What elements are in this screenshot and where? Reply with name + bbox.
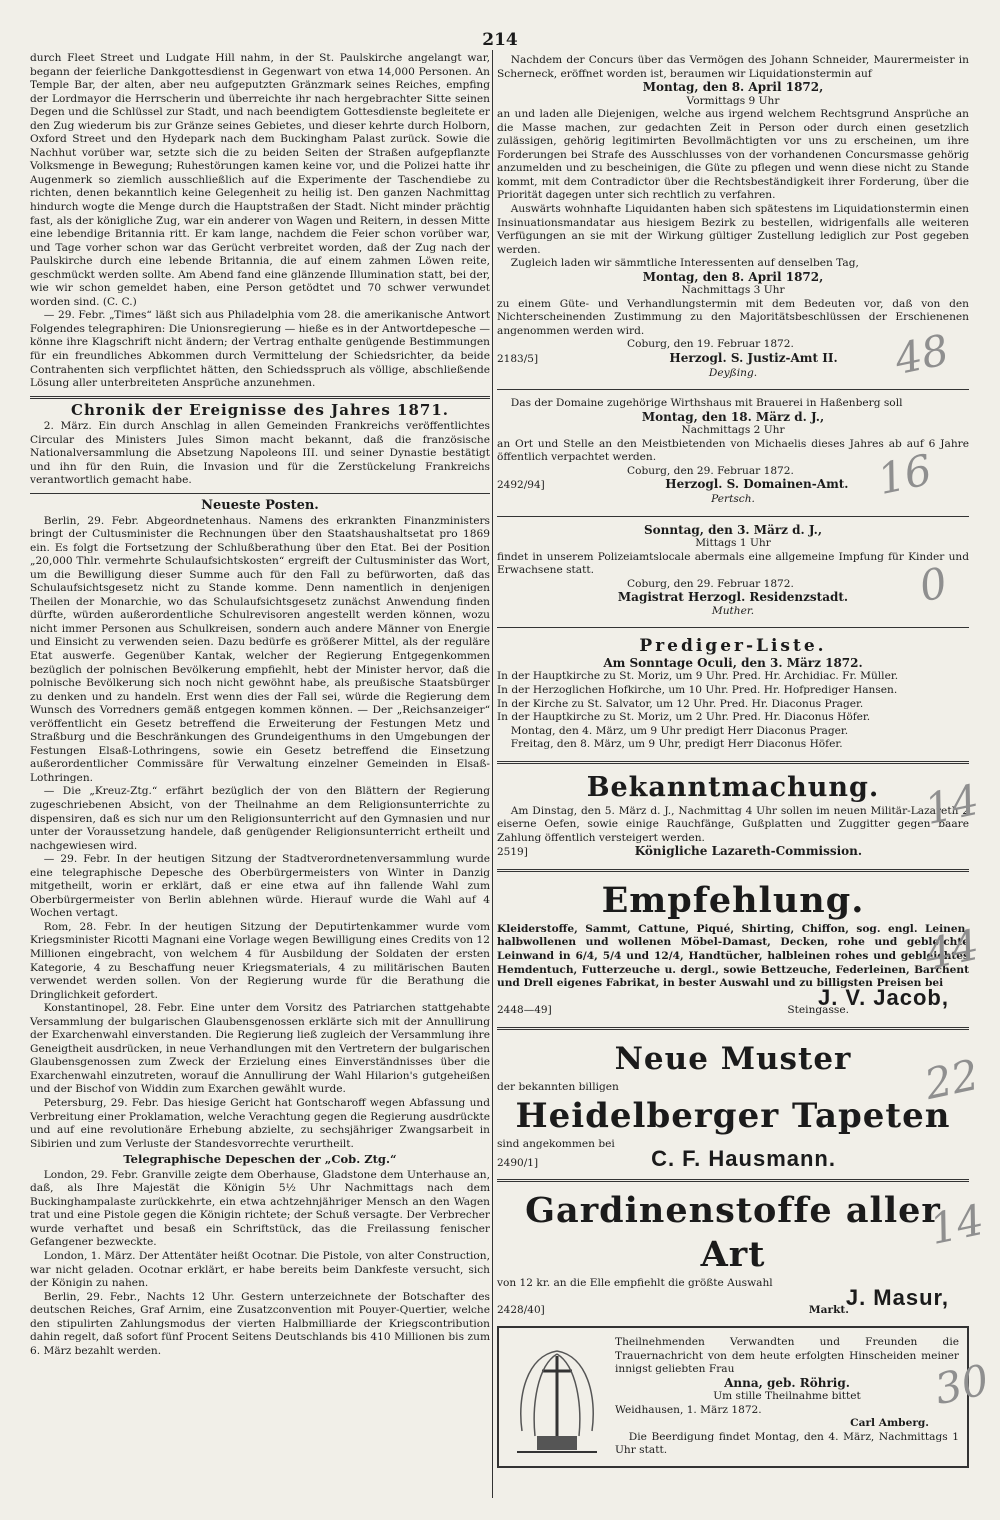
prediger-line: Freitag, den 8. März, um 9 Uhr, predigt Herr Diaconus Höfer. bbox=[510, 738, 843, 751]
page-number: 214 bbox=[482, 30, 518, 50]
notice-time: Vormittags 9 Uhr bbox=[686, 94, 780, 107]
ad-text: der bekannten billigen bbox=[497, 1080, 619, 1093]
notice-text: findet in unserem Polizeiamtslocale abermals eine allgemeine Impfung für Kinder und Erwachsene statt. bbox=[497, 550, 969, 577]
ad-rule bbox=[497, 389, 969, 390]
notice-time: Nachmittags 3 Uhr bbox=[681, 284, 785, 297]
notice-subsigner: Deyßing. bbox=[708, 366, 758, 379]
news-paragraph: Berlin, 29. Febr. Abgeordnetenhaus. Namens des erkrankten Finanzministers bringt der Cultusminister die Rechnungen über den Staatshaushaltsetat pro 1869 ein. Es folgt die Fortsetzung der Schlußberathung über den Etat. Bei der Position „20,000 Thlr. vermehrte Schulaufsichtskosten“ ergreift der Cultusminister das Wort, um die Bewilligung dieser Summe auch für den Fall zu befürworten, daß das Schulaufsichtsgesetz nicht zu Stande komme. Denn namentlich in denjenigen Theilen der Monarchie, wo das Schulaufsichtsgesetz zunächst Anwendung finden dürfte, würden außerordentliche Schulrevisoren angestellt werden können, wozu nicht immer Personen aus Schulkreisen, sondern auch andere Männer von Energie und Einsicht zu verwenden seien. Dazu bedürfe es größerer Mittel, als der reguläre Etat auswerfe. Gegenüber Kantak, welcher der Regierung Entgegenkommen bezüglich der polnischen Bevölkerung empfiehlt, hebt der Minister hervor, daß die polnische Bevölkerung sich noch nicht gewöhnt habe, als preußische Staatsbürger zu denken und zu handeln. Erst wenn dies der Fall sei, würde die Regierung dem Wunsch des Vorredners gemäß entgegen kommen können. — Der „Reichsanzeiger“ veröffentlicht ein Gesetz betreffend die Erweiterung der Festungen Metz und Straßburg und die Beschränkungen des Grundeigenthums in den Umgebungen der Festungen Elsaß-Lothringens, sowie ein Gesetz betreffend die Einsetzung außerordentlicher Commissäre für Verwaltung einzelner Gemeinden in Elsaß-Lothringen. bbox=[30, 514, 490, 784]
death-notice-intro: Theilnehmenden Verwandten und Freunden die Trauernachricht von dem heute erfolgten Hinscheiden meiner innigst geliebten Frau bbox=[615, 1336, 959, 1376]
funeral-note: Die Beerdigung findet Montag, den 4. März, Nachmittags 1 Uhr statt. bbox=[615, 1430, 959, 1457]
notice-place-date: Coburg, den 29. Februar 1872. bbox=[627, 464, 794, 477]
firm-name: J. V. Jacob, bbox=[817, 984, 949, 1010]
news-paragraph: — 29. Febr. In der heutigen Sitzung der Stadtverordnetenversammlung wurde eine telegraphische Depesche des Oberbürgermeisters von Winter in Danzig mitgetheilt, worin er erklärt, daß er eine etwa auf ihn fallende Wahl zum Oberbürgermeister von Berlin ablehnen würde. Hierauf wurde die Wahl auf 4 Wochen vertagt. bbox=[30, 853, 490, 920]
notice-date: Sonntag, den 3. März d. J., bbox=[643, 522, 823, 537]
prediger-liste bbox=[497, 633, 969, 755]
prediger-subheading: Am Sonntage Oculi, den 3. März 1872. bbox=[603, 655, 863, 670]
notice-text: Am Dinstag, den 5. März d. J., Nachmittag 4 Uhr sollen im neuen Militär-Lazareth 2 eiserne Oefen, sowie einige Rauchfänge, Gußplatten und Zuggitter gegen baare Zahlung öffentlich versteigert werden. bbox=[497, 804, 969, 844]
prediger-line: In der Hauptkirche zu St. Moriz, um 2 Uhr. Pred. Hr. Diaconus Höfer. bbox=[497, 711, 871, 724]
tapeten-subheading: Heidelberger Tapeten bbox=[515, 1096, 951, 1137]
ad-rule bbox=[497, 627, 969, 628]
prediger-line: In der Hauptkirche zu St. Moriz, um 9 Uhr. Pred. Hr. Archidiac. Fr. Müller. bbox=[497, 670, 899, 683]
notice-text: Zugleich laden wir sämmtliche Interessenten auf denselben Tag, bbox=[510, 257, 859, 270]
ad-ref: 2490/1] bbox=[497, 1156, 539, 1169]
news-paragraph: — Die „Kreuz-Ztg.“ erfährt bezüglich der von den Blättern der Regierung zugeschriebenen Absicht, von der Theilnahme an dem Religionsunterrichte zu dispensiren, daß es sich nur um den Religionsunterricht auf den Gymnasien und nur unter der Voraussetzung handele, daß genügender Religionsunterricht ertheilt und nachgewiesen wird. bbox=[30, 785, 490, 852]
firm-name: J. Masur, bbox=[845, 1284, 949, 1310]
pencil-mark: 14 bbox=[920, 774, 983, 835]
notice-signer: Königliche Lazareth-Commission. bbox=[634, 844, 863, 859]
ad-rule bbox=[497, 516, 969, 517]
notice-ref: 2183/5] bbox=[497, 353, 539, 366]
right-column bbox=[497, 52, 969, 1468]
ad-rule bbox=[497, 1027, 969, 1030]
tapeten-ad bbox=[497, 1035, 969, 1175]
ad-text: sind angekommen bei bbox=[497, 1138, 615, 1151]
notice-time: Mittags 1 Uhr bbox=[695, 537, 771, 550]
prediger-line: Montag, den 4. März, um 9 Uhr predigt Herr Diaconus Prager. bbox=[510, 724, 849, 737]
notice-date: Montag, den 18. März d. J., bbox=[641, 409, 825, 424]
firm-address: Steingasse. bbox=[787, 1004, 849, 1017]
notice-subsigner: Pertsch. bbox=[711, 492, 755, 505]
pencil-mark: 0 bbox=[915, 557, 952, 612]
notice-ref: 2492/94] bbox=[497, 479, 545, 492]
telegraph-paragraph: London, 29. Febr. Granville zeigte dem Oberhause, Gladstone dem Unterhause an, daß, als Ihre Majestät die Königin 5½ Uhr Nachmittags nach dem Buckinghampalaste zurückkehrte, ein etwa achtzehnjähriger Mensch an den Wagen trat und eine Pistole gegen die Königin richtete; der Schuß versagte. Der Verbrecher wurde verhaftet und besaß ein Schriftstück, das die Freilassung fenischer Gefangener bezweckte. bbox=[30, 1168, 490, 1249]
news-heading: Neueste Posten. bbox=[201, 497, 319, 513]
pencil-mark: 16 bbox=[873, 444, 936, 505]
firm-address: Markt. bbox=[808, 1304, 849, 1317]
firm-name: C. F. Hausmann. bbox=[651, 1145, 836, 1171]
notice-date: Montag, den 8. April 1872, bbox=[642, 80, 824, 95]
death-notice-place-date: Weidhausen, 1. März 1872. bbox=[615, 1403, 762, 1416]
tapeten-heading: Neue Muster bbox=[614, 1040, 852, 1077]
notice-place-date: Coburg, den 29. Februar 1872. bbox=[627, 577, 794, 590]
section-rule bbox=[30, 493, 490, 494]
notice-text: Auswärts wohnhafte Liquidanten haben sich spätestens im Liquidationstermin einen Insinuationsmandatar aus hiesigem Bezirk zu bestellen, widrigenfalls alle weiteren Verfügungen an sie mit der Wirkung gültiger Zustellung lediglich zur Post gegeben werden. bbox=[497, 203, 969, 256]
notice-text: Das der Domaine zugehörige Wirthshaus mit Brauerei in Haßenberg soll bbox=[510, 397, 903, 410]
grave-willow-icon bbox=[507, 1336, 607, 1456]
gardinen-ad bbox=[497, 1187, 969, 1322]
death-notice-request: Um stille Theilnahme bittet bbox=[713, 1390, 861, 1403]
ad-ref: 2448—49] bbox=[497, 1004, 552, 1017]
bekanntmachung-notice bbox=[497, 769, 969, 864]
pencil-mark: 22 bbox=[920, 1049, 983, 1110]
notice-text: an Ort und Stelle an den Meistbietenden von Michaelis dieses Jahres ab auf 6 Jahre öffentlich verpachtet werden. bbox=[497, 437, 969, 464]
news-paragraph: Petersburg, 29. Febr. Das hiesige Gericht hat Gontscharoff wegen Abfassung und Verbreitung einer Proklamation, welche Verachtung gegen die Regierung ausdrückte und auf eine revolutionäre Erhebung abzielte, zu sechsjähriger Zwangsarbeit in Sibirien und zum Verluste der Standesvorrechte verurtheilt. bbox=[30, 1097, 490, 1150]
ad-text: Kleiderstoffe, Sammt, Cattune, Piqué, Shirting, Chiffon, sog. engl. Leinen, halbwollenen und wollenen Möbel-Damast, Decken, rohe und gebleichte Leinwand in 6/4, 5/4 und 12/4, Handtücher, halbleinen rohes und gebleichtes Hemdentuch, Futterzeuche u. dergl., sowie Bettzeuche, Federleinen, Barchent und Drell eigenes Fabrikat, in bester Auswahl und zu billigsten Preisen bei bbox=[497, 922, 969, 990]
prediger-heading: Prediger-Liste. bbox=[639, 636, 827, 657]
notice-time: Nachmittags 2 Uhr bbox=[681, 424, 785, 437]
notice-text: an und laden alle Diejenigen, welche aus irgend welchem Rechtsgrund Ansprüche an die Masse machen, zur gedachten Zeit in Person oder durch einen gesetzlich zulässigen, gehörig legitimirten Bevollmächtigten vor uns zu erscheinen, um ihre Forderungen bei Strafe des Ausschlusses von der vorhandenen Concursmasse gehörig anzumelden und zu bescheinigen, die Güte zu pflegen und wenn diese nicht zu Stande kommt, mit dem Contradictor über die Rechtsbeständigkeit ihrer Forderung, über die Priorität dagegen unter sich rechtlich zu verfahren. bbox=[497, 108, 969, 202]
notice-signer: Magistrat Herzogl. Residenzstadt. bbox=[617, 590, 849, 605]
pencil-mark: 48 bbox=[890, 324, 953, 385]
deceased-name: Anna, geb. Röhrig. bbox=[724, 1375, 850, 1390]
ad-rule bbox=[497, 761, 969, 764]
ad-text: von 12 kr. an die Elle empfiehlt die größte Auswahl bbox=[497, 1277, 773, 1290]
notice-text: zu einem Güte- und Verhandlungstermin mit dem Bedeuten vor, daß von den Nichterscheinenden Zustimmung zu den Majoritätsbeschlüssen der Erschienenen angenommen werden wird. bbox=[497, 297, 969, 337]
pencil-mark: 14 bbox=[925, 1194, 988, 1255]
empfehlung-heading: Empfehlung. bbox=[601, 879, 865, 921]
telegraph-heading: Telegraphische Depeschen der „Cob. Ztg.“ bbox=[123, 1152, 397, 1167]
prediger-line: In der Herzoglichen Hofkirche, um 10 Uhr. Pred. Hr. Hofprediger Hansen. bbox=[497, 683, 898, 696]
section-rule bbox=[30, 396, 490, 399]
chronicle-text: 2. März. Ein durch Anschlag in allen Gemeinden Frankreichs veröffentlichtes Circular des Ministers Jules Simon macht bekannt, daß die französische Nationalversammlung die Absetzung Napoleons III. und seiner Dynastie bestätigt und ihn für den Ruin, die Invasion und für die Zerstückelung Frankreichs verantwortlich gemacht habe. bbox=[30, 420, 490, 487]
article-paragraph: — 29. Febr. „Times“ läßt sich aus Philadelphia vom 28. die amerikanische Antwort Folgendes telegraphiren: Die Unionsregierung — hieße es in der Antwortdepesche — könne ihre Klagschrift nicht ändern; der Vertrag enthalte genügende Bestimmungen für ein freundliches Abkommen durch Vermittelung der Schiedsrichter, da beide Contrahenten sich verpflichtet hätten, den Schiedsspruch als völlige, abschließende Lösung aller unterbreiteten Ansprüche anzunehmen. bbox=[30, 309, 490, 390]
news-paragraph: Rom, 28. Febr. In der heutigen Sitzung der Deputirtenkammer wurde vom Kriegsminister Ricotti Magnani eine Vorlage wegen Bewilligung eines Credits von 12 Millionen eingebracht, von welchem 4 für Ausbildung der Soldaten der ersten Kategorie, 4 zu Beschaffung neuer Kriegsmaterials, 4 zu militärischen Bauten verwendet werden sollen. Von der Regierung wurde für die Berathung die Dringlichkeit gefordert. bbox=[30, 920, 490, 1001]
prediger-line: In der Kirche zu St. Salvator, um 12 Uhr. Pred. Hr. Diaconus Prager. bbox=[497, 697, 864, 710]
left-column bbox=[30, 52, 490, 1358]
pencil-mark: 30 bbox=[930, 1354, 993, 1415]
notice-place-date: Coburg, den 19. Februar 1872. bbox=[627, 338, 794, 351]
news-paragraph: Konstantinopel, 28. Febr. Eine unter dem Vorsitz des Patriarchen stattgehabte Versammlung der bulgarischen Glaubensgenossen erklärte sich mit der Annullirung der Exarchenwahl einverstanden. Die Regierung ließ zugleich der Versammlung ihre Geneigtheit ausdrücken, in neue Verhandlungen mit den Vertretern der bulgarischen Glaubensgenossen zum Zweck der Erzielung eines Einverständnisses über die Exarchenwahl einzutreten, worauf die Annullirung der Wahl Hilarion's gutgeheißen und der Bischof von Widdin zum Exarchen gewählt wurde. bbox=[30, 1002, 490, 1096]
gardinen-heading: Gardinenstoffe aller Art bbox=[525, 1190, 941, 1276]
notice-signer: Herzogl. S. Domainen-Amt. bbox=[665, 477, 849, 492]
empfehlung-ad bbox=[497, 877, 969, 1022]
notice-date: Montag, den 8. April 1872, bbox=[642, 269, 824, 284]
column-divider bbox=[492, 50, 493, 1498]
death-notice bbox=[497, 1326, 969, 1468]
chronicle-heading: Chronik der Ereignisse des Jahres 1871. bbox=[71, 400, 449, 419]
impfung-notice bbox=[497, 522, 969, 623]
notice-subsigner: Muther. bbox=[711, 604, 755, 617]
telegraph-paragraph: London, 1. März. Der Attentäter heißt Ocotnar. Die Pistole, von alter Construction, war nicht geladen. Ocotnar erklärt, er habe bereits beim Dankfeste versucht, sich der Königin zu nahen. bbox=[30, 1250, 490, 1290]
telegraph-paragraph: Berlin, 29. Febr., Nachts 12 Uhr. Gestern unterzeichnete der Botschafter des deutschen Reiches, Graf Arnim, eine Zusatzconvention mit Pouyer-Quertier, welche den stipulirten Zahlungsmodus der vierten Halbmilliarde der Kriegscontribution dahin regelt, daß sofort fünf Procent Seitens Deutschlands bis 410 Millionen bis zum 6. März bezahlt werden. bbox=[30, 1290, 490, 1357]
ad-rule bbox=[497, 869, 969, 872]
pencil-mark: 44 bbox=[920, 919, 983, 980]
death-notice-signer: Carl Amberg. bbox=[850, 1417, 929, 1430]
article-paragraph: durch Fleet Street und Ludgate Hill nahm, in der St. Paulskirche angelangt war, begann der feierliche Dankgottesdienst in Gegenwart von etwa 14,000 Personen. An Temple Bar, der alten, aber neu aufgeputzten Gränzmark seines Reiches, empfing der Lordmayor die Herrscherin und überreichte ihr nach hergebrachter Sitte seinen Degen und die Schlüssel zur Stadt, und nach beendigtem Gottesdienste begleitete er den Zug wiederum bis zur Gränze seines Gebietes, und dieser kehrte durch Holborn, Oxford Street und den Hydepark nach dem Buckingham Palast zurück. Sowie die Nachhut vorüber war, setzte sich die zu beiden Seiten der Straßen aufgepflanzte Volksmenge in Bewegung; Ruhestörungen kamen keine vor, und die Polizei hatte ihr Augenmerk so ziemlich ausschließlich auf die Experimente der Taschendiebe zu richten, denen bekanntlich keine Gelegenheit zu heilig ist. Den ganzen Nachmittag hindurch wogte die Menge durch die Hauptstraßen der Stadt. Nicht minder prächtig fast, als der königliche Zug, war ein anderer von Wagen und Reitern, in dessen Mitte eine lebendige Britannia ritt. Er kam lange, nachdem die Feier schon vorüber war, und Tage vorher schon war das Gerücht verbreitet worden, daß der Zug nach der Paulskirche durch eine lebende Britannia, die auf einem zahmen Löwen reite, geschmückt werden sollte. Am Abend fand eine glänzende Illumination statt, bei der, wie wir schon gemeldet haben, eine Person getödtet und 70 schwer verwundet worden sind. (C. C.) bbox=[30, 52, 490, 308]
ad-rule bbox=[497, 1179, 969, 1182]
notice-signer: Herzogl. S. Justiz-Amt II. bbox=[669, 351, 838, 366]
notice-text: Nachdem der Concurs über das Vermögen des Johann Schneider, Maurermeister in Scherneck, eröffnet worden ist, beraumen wir Liquidationstermin auf bbox=[497, 54, 969, 80]
notice-ref: 2519] bbox=[497, 846, 528, 859]
death-notice-text bbox=[607, 1336, 959, 1458]
ad-ref: 2428/40] bbox=[497, 1304, 545, 1317]
bekanntmachung-heading: Bekanntmachung. bbox=[586, 771, 880, 803]
